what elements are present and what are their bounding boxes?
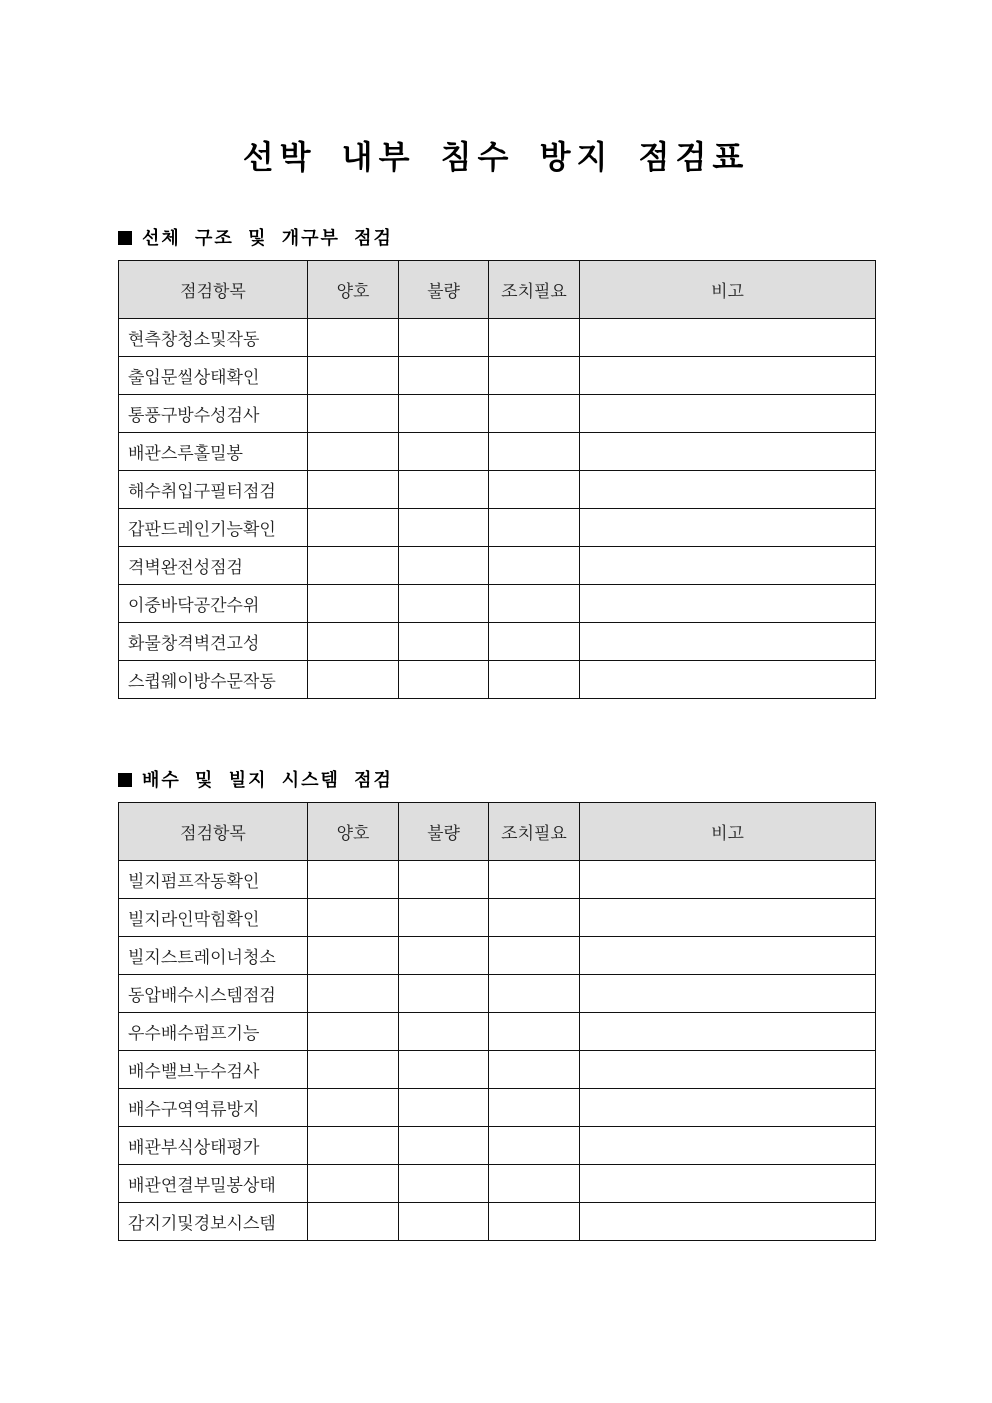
action-needed-cell[interactable] (489, 861, 580, 899)
table-row (119, 661, 876, 699)
table-row (119, 861, 876, 899)
column-header-item: 점검항목 (119, 261, 308, 319)
item-label: 빌지스트레이너청소 (119, 937, 308, 975)
remarks-cell[interactable] (580, 319, 876, 357)
item-label: 갑판드레인기능확인 (119, 509, 308, 547)
good-cell[interactable] (308, 357, 399, 395)
good-cell[interactable] (308, 1089, 399, 1127)
bad-cell[interactable] (399, 433, 489, 471)
action-needed-cell[interactable] (489, 1013, 580, 1051)
drainage-bilge-checklist-table (118, 802, 876, 1241)
table-row (119, 1203, 876, 1241)
table-row (119, 357, 876, 395)
item-label: 배수구역역류방지 (119, 1089, 308, 1127)
remarks-cell[interactable] (580, 1013, 876, 1051)
section-heading-hull (118, 224, 393, 250)
item-label: 배관부식상태평가 (119, 1127, 308, 1165)
remarks-cell[interactable] (580, 1127, 876, 1165)
table-header-row (119, 803, 876, 861)
column-header-remarks: 비고 (580, 261, 876, 319)
bad-cell[interactable] (399, 585, 489, 623)
bad-cell[interactable] (399, 861, 489, 899)
good-cell[interactable] (308, 975, 399, 1013)
item-label: 통풍구방수성검사 (119, 395, 308, 433)
bad-cell[interactable] (399, 1051, 489, 1089)
remarks-cell[interactable] (580, 357, 876, 395)
table-row (119, 1013, 876, 1051)
action-needed-cell[interactable] (489, 1051, 580, 1089)
table-row (119, 585, 876, 623)
action-needed-cell[interactable] (489, 547, 580, 585)
hull-opening-checklist-table (118, 260, 876, 699)
table-row (119, 471, 876, 509)
remarks-cell[interactable] (580, 661, 876, 699)
column-header-bad: 불량 (399, 803, 489, 861)
action-needed-cell[interactable] (489, 623, 580, 661)
table-row (119, 433, 876, 471)
bad-cell[interactable] (399, 661, 489, 699)
bad-cell[interactable] (399, 975, 489, 1013)
remarks-cell[interactable] (580, 861, 876, 899)
good-cell[interactable] (308, 861, 399, 899)
item-label: 이중바닥공간수위 (119, 585, 308, 623)
action-needed-cell[interactable] (489, 975, 580, 1013)
action-needed-cell[interactable] (489, 471, 580, 509)
action-needed-cell[interactable] (489, 509, 580, 547)
action-needed-cell[interactable] (489, 937, 580, 975)
item-label: 감지기및경보시스템 (119, 1203, 308, 1241)
bad-cell[interactable] (399, 357, 489, 395)
item-label: 현측창청소및작동 (119, 319, 308, 357)
table-row (119, 395, 876, 433)
item-label: 배관스루홀밀봉 (119, 433, 308, 471)
remarks-cell[interactable] (580, 547, 876, 585)
action-needed-cell[interactable] (489, 395, 580, 433)
action-needed-cell[interactable] (489, 1203, 580, 1241)
good-cell[interactable] (308, 937, 399, 975)
table-row (119, 1089, 876, 1127)
bad-cell[interactable] (399, 319, 489, 357)
action-needed-cell[interactable] (489, 585, 580, 623)
action-needed-cell[interactable] (489, 319, 580, 357)
action-needed-cell[interactable] (489, 357, 580, 395)
table-row (119, 1051, 876, 1089)
table-row (119, 509, 876, 547)
section-heading-text: 배수 및 빌지 시스템 점검 (142, 770, 393, 791)
action-needed-cell[interactable] (489, 1089, 580, 1127)
action-needed-cell[interactable] (489, 1127, 580, 1165)
good-cell[interactable] (308, 899, 399, 937)
remarks-cell[interactable] (580, 899, 876, 937)
column-header-good: 양호 (308, 261, 399, 319)
item-label: 동압배수시스템점검 (119, 975, 308, 1013)
table-row (119, 1127, 876, 1165)
action-needed-cell[interactable] (489, 433, 580, 471)
square-bullet-icon (118, 773, 132, 787)
table-row (119, 937, 876, 975)
good-cell[interactable] (308, 319, 399, 357)
table-row (119, 547, 876, 585)
good-cell[interactable] (308, 471, 399, 509)
good-cell[interactable] (308, 1013, 399, 1051)
bad-cell[interactable] (399, 937, 489, 975)
table-row (119, 975, 876, 1013)
table-row (119, 1165, 876, 1203)
table-row (119, 899, 876, 937)
good-cell[interactable] (308, 395, 399, 433)
document-title: 선박 내부 침수 방지 점검표 (242, 138, 750, 176)
bad-cell[interactable] (399, 899, 489, 937)
item-label: 빌지라인막힘확인 (119, 899, 308, 937)
remarks-cell[interactable] (580, 433, 876, 471)
item-label: 스큅웨이방수문작동 (119, 661, 308, 699)
remarks-cell[interactable] (580, 585, 876, 623)
good-cell[interactable] (308, 661, 399, 699)
bad-cell[interactable] (399, 547, 489, 585)
table-header-row (119, 261, 876, 319)
remarks-cell[interactable] (580, 1051, 876, 1089)
bad-cell[interactable] (399, 471, 489, 509)
good-cell[interactable] (308, 547, 399, 585)
bad-cell[interactable] (399, 509, 489, 547)
good-cell[interactable] (308, 1165, 399, 1203)
column-header-remarks: 비고 (580, 803, 876, 861)
good-cell[interactable] (308, 509, 399, 547)
section-heading-text: 선체 구조 및 개구부 점검 (142, 228, 393, 249)
remarks-cell[interactable] (580, 1203, 876, 1241)
remarks-cell[interactable] (580, 395, 876, 433)
item-label: 우수배수펌프기능 (119, 1013, 308, 1051)
column-header-bad: 불량 (399, 261, 489, 319)
remarks-cell[interactable] (580, 1165, 876, 1203)
item-label: 배관연결부밀봉상태 (119, 1165, 308, 1203)
bad-cell[interactable] (399, 1089, 489, 1127)
item-label: 출입문씰상태확인 (119, 357, 308, 395)
good-cell[interactable] (308, 433, 399, 471)
good-cell[interactable] (308, 623, 399, 661)
remarks-cell[interactable] (580, 975, 876, 1013)
item-label: 격벽완전성점검 (119, 547, 308, 585)
square-bullet-icon (118, 231, 132, 245)
table-row (119, 623, 876, 661)
good-cell[interactable] (308, 585, 399, 623)
column-header-action-needed: 조치필요 (489, 261, 580, 319)
bad-cell[interactable] (399, 623, 489, 661)
item-label: 빌지펌프작동확인 (119, 861, 308, 899)
bad-cell[interactable] (399, 395, 489, 433)
action-needed-cell[interactable] (489, 899, 580, 937)
column-header-action-needed: 조치필요 (489, 803, 580, 861)
action-needed-cell[interactable] (489, 661, 580, 699)
bad-cell[interactable] (399, 1165, 489, 1203)
good-cell[interactable] (308, 1203, 399, 1241)
bad-cell[interactable] (399, 1203, 489, 1241)
column-header-item: 점검항목 (119, 803, 308, 861)
bad-cell[interactable] (399, 1013, 489, 1051)
action-needed-cell[interactable] (489, 1165, 580, 1203)
good-cell[interactable] (308, 1127, 399, 1165)
bad-cell[interactable] (399, 1127, 489, 1165)
remarks-cell[interactable] (580, 623, 876, 661)
item-label: 화물창격벽견고성 (119, 623, 308, 661)
item-label: 해수취입구필터점검 (119, 471, 308, 509)
section-heading-bilge (118, 766, 393, 792)
item-label: 배수밸브누수검사 (119, 1051, 308, 1089)
remarks-cell[interactable] (580, 471, 876, 509)
column-header-good: 양호 (308, 803, 399, 861)
remarks-cell[interactable] (580, 509, 876, 547)
remarks-cell[interactable] (580, 937, 876, 975)
table-row (119, 319, 876, 357)
remarks-cell[interactable] (580, 1089, 876, 1127)
good-cell[interactable] (308, 1051, 399, 1089)
